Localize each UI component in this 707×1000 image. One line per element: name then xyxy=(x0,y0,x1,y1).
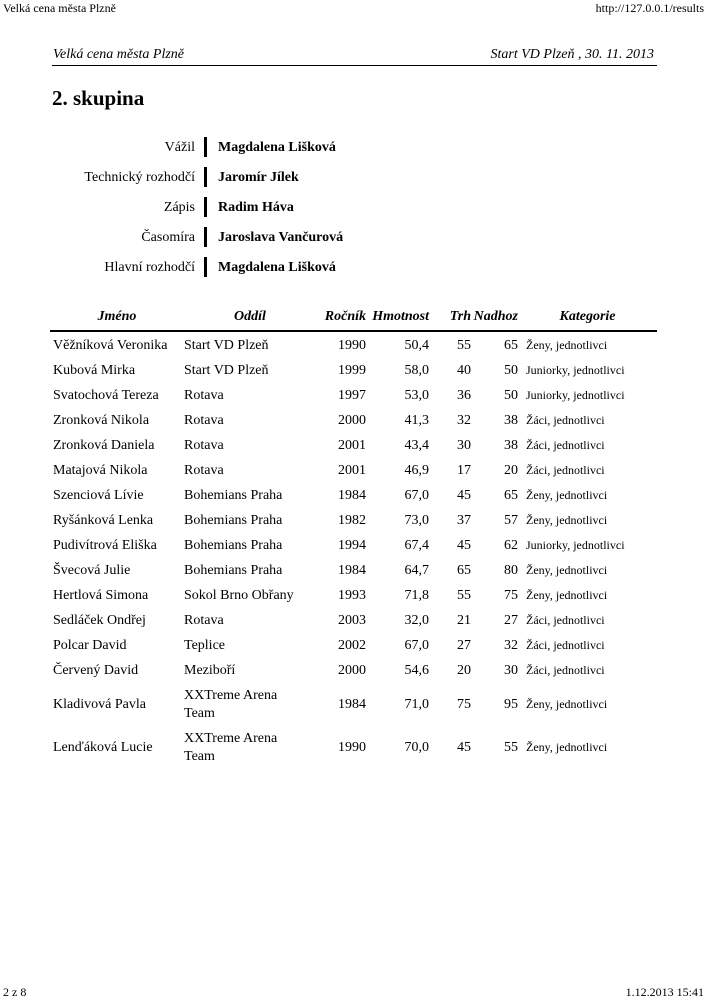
athlete-category: Juniorky, jednotlivci xyxy=(526,538,625,552)
table-row xyxy=(50,331,657,358)
athlete-bodyweight: 67,4 xyxy=(404,537,429,553)
official-row xyxy=(0,226,707,256)
athlete-birth-year: 1997 xyxy=(338,387,366,403)
athlete-bodyweight: 71,8 xyxy=(404,587,429,603)
athlete-club xyxy=(184,331,316,358)
athlete-birth-year: 1999 xyxy=(338,362,366,378)
event-info: Start VD Plzeň , 30. 11. 2013 xyxy=(490,47,654,62)
table-row xyxy=(50,633,657,658)
athlete-snatch: 21 xyxy=(457,612,471,628)
official-row xyxy=(0,136,707,166)
athlete-bodyweight: 43,4 xyxy=(404,437,429,453)
athlete-clean-jerk: 38 xyxy=(504,437,518,453)
official-divider xyxy=(204,137,207,157)
official-role: Vážil xyxy=(164,140,195,155)
athlete-snatch: 40 xyxy=(457,362,471,378)
table-row xyxy=(50,458,657,483)
athlete-bodyweight: 70,0 xyxy=(404,739,429,755)
athlete-category: Žáci, jednotlivci xyxy=(526,438,605,452)
table-row xyxy=(50,358,657,383)
athlete-snatch: 55 xyxy=(457,337,471,353)
table-row xyxy=(50,558,657,583)
athlete-birth-year: 1994 xyxy=(338,537,366,553)
athlete-name: Ryšánková Lenka xyxy=(53,512,154,528)
athlete-name: Sedláček Ondřej xyxy=(53,612,146,628)
athlete-clean-jerk: 62 xyxy=(504,537,518,553)
club-line: Rotava xyxy=(184,462,224,478)
athlete-category: Ženy, jednotlivci xyxy=(526,740,608,754)
club-line: XXTreme Arena xyxy=(184,730,278,746)
official-divider xyxy=(204,167,207,187)
athlete-bodyweight: 50,4 xyxy=(404,337,429,353)
athlete-bodyweight: 53,0 xyxy=(404,387,429,403)
club-line: Rotava xyxy=(184,412,224,428)
print-footer-date: 1.12.2013 15:41 xyxy=(625,985,704,999)
club-line: Rotava xyxy=(184,437,224,453)
athlete-name: Matajová Nikola xyxy=(53,462,148,478)
club-line: Meziboří xyxy=(184,662,236,678)
athlete-category: Žáci, jednotlivci xyxy=(526,663,605,677)
official-name: Radim Háva xyxy=(218,200,294,215)
official-row xyxy=(0,256,707,286)
club-line: Start VD Plzeň xyxy=(184,362,269,378)
column-header-name: Jméno xyxy=(50,308,184,331)
athlete-name: Švecová Julie xyxy=(53,562,131,578)
club-line: Bohemians Praha xyxy=(184,537,283,553)
athlete-snatch: 30 xyxy=(457,437,471,453)
athlete-clean-jerk: 27 xyxy=(504,612,518,628)
athlete-snatch: 55 xyxy=(457,587,471,603)
athlete-name: Zronková Nikola xyxy=(53,412,150,428)
athlete-club xyxy=(184,558,316,583)
column-header-club: Oddíl xyxy=(184,308,316,331)
athlete-name: Pudivítrová Eliška xyxy=(53,537,157,553)
athlete-name: Zronková Daniela xyxy=(53,437,155,453)
athlete-category: Žáci, jednotlivci xyxy=(526,463,605,477)
athlete-category: Ženy, jednotlivci xyxy=(526,488,608,502)
athlete-category: Ženy, jednotlivci xyxy=(526,563,608,577)
table-row xyxy=(50,583,657,608)
athlete-club xyxy=(184,383,316,408)
athlete-club xyxy=(184,358,316,383)
print-footer-page-counter: 2 z 8 xyxy=(3,985,27,999)
athlete-category: Žáci, jednotlivci xyxy=(526,638,605,652)
athlete-birth-year: 1990 xyxy=(338,337,366,353)
official-role: Časomíra xyxy=(141,230,195,245)
table-row xyxy=(50,683,657,726)
athlete-name: Kladivová Pavla xyxy=(53,696,146,712)
athlete-bodyweight: 46,9 xyxy=(404,462,429,478)
official-name: Jaromír Jílek xyxy=(218,170,299,185)
athlete-category: Ženy, jednotlivci xyxy=(526,697,608,711)
athlete-birth-year: 2001 xyxy=(338,437,366,453)
athlete-club xyxy=(184,483,316,508)
club-line: Team xyxy=(184,705,215,721)
print-header-title: Velká cena města Plzně xyxy=(3,1,116,15)
athlete-club xyxy=(184,683,316,726)
athlete-clean-jerk: 32 xyxy=(504,637,518,653)
club-line: XXTreme Arena xyxy=(184,687,278,703)
athlete-clean-jerk: 50 xyxy=(504,387,518,403)
athlete-birth-year: 2003 xyxy=(338,612,366,628)
athlete-clean-jerk: 50 xyxy=(504,362,518,378)
athlete-category: Žáci, jednotlivci xyxy=(526,413,605,427)
athlete-snatch: 45 xyxy=(457,739,471,755)
athlete-snatch: 17 xyxy=(457,462,471,478)
official-role: Zápis xyxy=(163,200,195,215)
event-name: Velká cena města Plzně xyxy=(53,47,185,62)
officials-list xyxy=(0,136,707,286)
club-line: Rotava xyxy=(184,612,224,628)
column-header-year: Ročník xyxy=(316,308,366,331)
athlete-snatch: 32 xyxy=(457,412,471,428)
athlete-name: Věžníková Veronika xyxy=(53,337,168,353)
athlete-snatch: 36 xyxy=(457,387,471,403)
athlete-snatch: 65 xyxy=(457,562,471,578)
official-role: Hlavní rozhodčí xyxy=(104,260,195,275)
column-header-clean-jerk: Nadhoz xyxy=(471,308,518,331)
athlete-clean-jerk: 57 xyxy=(504,512,518,528)
athlete-clean-jerk: 95 xyxy=(504,696,518,712)
athlete-club xyxy=(184,583,316,608)
club-line: Rotava xyxy=(184,387,224,403)
official-name: Magdalena Lišková xyxy=(218,260,336,275)
athlete-bodyweight: 41,3 xyxy=(404,412,429,428)
table-row xyxy=(50,408,657,433)
athlete-bodyweight: 73,0 xyxy=(404,512,429,528)
athlete-club xyxy=(184,633,316,658)
athlete-bodyweight: 54,6 xyxy=(404,662,429,678)
athlete-bodyweight: 67,0 xyxy=(404,637,429,653)
athlete-clean-jerk: 20 xyxy=(504,462,518,478)
athlete-snatch: 45 xyxy=(457,537,471,553)
athlete-birth-year: 1984 xyxy=(338,696,366,712)
athlete-name: Lenďáková Lucie xyxy=(53,739,153,755)
athlete-bodyweight: 58,0 xyxy=(404,362,429,378)
athlete-name: Kubová Mirka xyxy=(53,362,136,378)
athlete-clean-jerk: 38 xyxy=(504,412,518,428)
athlete-birth-year: 1982 xyxy=(338,512,366,528)
official-row xyxy=(0,196,707,226)
athlete-club xyxy=(184,408,316,433)
table-header-row xyxy=(50,308,657,331)
official-row xyxy=(0,166,707,196)
athlete-birth-year: 1984 xyxy=(338,562,366,578)
athlete-name: Szenciová Lívie xyxy=(53,487,144,503)
athlete-snatch: 20 xyxy=(457,662,471,678)
page-header xyxy=(52,47,657,66)
athlete-clean-jerk: 80 xyxy=(504,562,518,578)
athlete-snatch: 27 xyxy=(457,637,471,653)
results-table xyxy=(50,308,657,769)
athlete-category: Ženy, jednotlivci xyxy=(526,513,608,527)
athlete-name: Polcar David xyxy=(53,637,127,653)
athlete-snatch: 37 xyxy=(457,512,471,528)
athlete-category: Juniorky, jednotlivci xyxy=(526,388,625,402)
official-divider xyxy=(204,197,207,217)
club-line: Team xyxy=(184,748,215,764)
athlete-club xyxy=(184,533,316,558)
athlete-club xyxy=(184,608,316,633)
club-line: Bohemians Praha xyxy=(184,487,283,503)
official-name: Jaroslava Vančurová xyxy=(218,230,344,245)
table-row xyxy=(50,433,657,458)
club-line: Bohemians Praha xyxy=(184,512,283,528)
athlete-birth-year: 2001 xyxy=(338,462,366,478)
print-header-url: http://127.0.0.1/results xyxy=(595,1,704,15)
athlete-category: Ženy, jednotlivci xyxy=(526,338,608,352)
athlete-bodyweight: 32,0 xyxy=(404,612,429,628)
table-row xyxy=(50,533,657,558)
athlete-name: Červený David xyxy=(53,662,139,678)
club-line: Bohemians Praha xyxy=(184,562,283,578)
official-name: Magdalena Lišková xyxy=(218,140,336,155)
club-line: Teplice xyxy=(184,637,225,653)
athlete-birth-year: 2000 xyxy=(338,662,366,678)
official-divider xyxy=(204,257,207,277)
column-header-snatch: Trh xyxy=(429,308,471,331)
athlete-club xyxy=(184,508,316,533)
table-row xyxy=(50,508,657,533)
athlete-clean-jerk: 30 xyxy=(504,662,518,678)
athlete-birth-year: 2000 xyxy=(338,412,366,428)
column-header-category: Kategorie xyxy=(518,308,657,331)
athlete-club xyxy=(184,658,316,683)
athlete-name: Svatochová Tereza xyxy=(53,387,159,403)
athlete-clean-jerk: 65 xyxy=(504,487,518,503)
athlete-birth-year: 1984 xyxy=(338,487,366,503)
athlete-club xyxy=(184,458,316,483)
athlete-birth-year: 1990 xyxy=(338,739,366,755)
table-row xyxy=(50,658,657,683)
athlete-name: Hertlová Simona xyxy=(53,587,149,603)
athlete-category: Žáci, jednotlivci xyxy=(526,613,605,627)
club-line: Start VD Plzeň xyxy=(184,337,269,353)
table-row xyxy=(50,483,657,508)
athlete-clean-jerk: 75 xyxy=(504,587,518,603)
athlete-clean-jerk: 65 xyxy=(504,337,518,353)
athlete-club xyxy=(184,433,316,458)
athlete-snatch: 75 xyxy=(457,696,471,712)
athlete-category: Juniorky, jednotlivci xyxy=(526,363,625,377)
club-line: Sokol Brno Obřany xyxy=(184,587,294,603)
athlete-bodyweight: 71,0 xyxy=(404,696,429,712)
official-divider xyxy=(204,227,207,247)
table-row xyxy=(50,608,657,633)
athlete-snatch: 45 xyxy=(457,487,471,503)
column-header-weight: Hmotnost xyxy=(366,308,429,331)
page-title: 2. skupina xyxy=(52,86,145,110)
athlete-bodyweight: 64,7 xyxy=(404,562,429,578)
athlete-birth-year: 2002 xyxy=(338,637,366,653)
athlete-club xyxy=(184,726,316,769)
athlete-bodyweight: 67,0 xyxy=(404,487,429,503)
athlete-birth-year: 1993 xyxy=(338,587,366,603)
table-row xyxy=(50,383,657,408)
athlete-category: Ženy, jednotlivci xyxy=(526,588,608,602)
athlete-clean-jerk: 55 xyxy=(504,739,518,755)
official-role: Technický rozhodčí xyxy=(84,170,195,185)
table-row xyxy=(50,726,657,769)
